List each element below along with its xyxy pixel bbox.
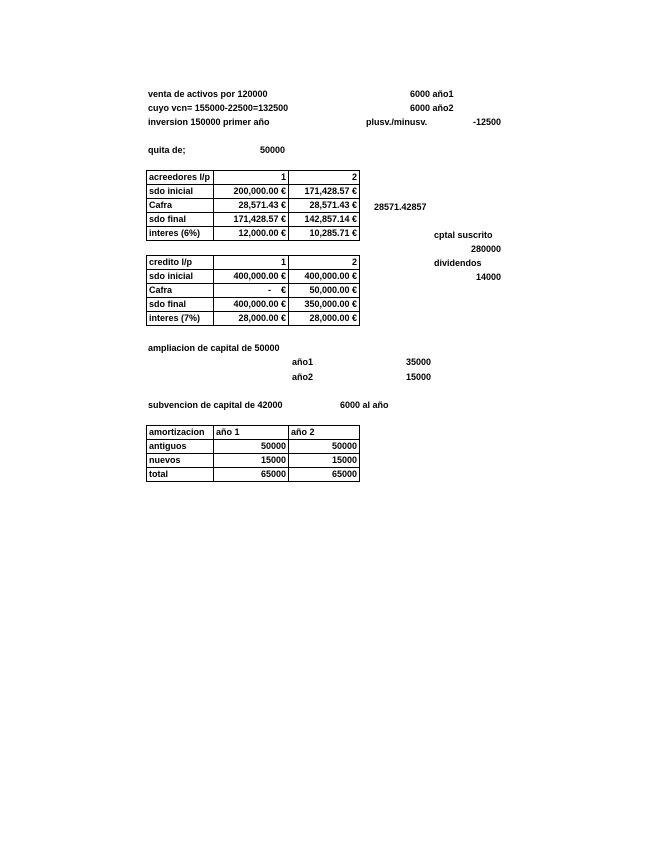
- note-amp-y1-value: 35000: [405, 357, 431, 367]
- table-cell: 2: [289, 256, 360, 270]
- amortizacion-table: [146, 425, 360, 482]
- note-ampliacion: ampliacion de capital de 50000: [148, 343, 280, 353]
- table-header-row: [147, 256, 360, 270]
- table-row: [147, 185, 360, 199]
- table-cell: 50000: [289, 440, 360, 454]
- table-cell: sdo inicial: [147, 270, 214, 284]
- table-cell: 142,857.14 €: [289, 213, 360, 227]
- table-cell: año 2: [289, 426, 360, 440]
- table-cell: 50,000.00 €: [289, 284, 360, 298]
- table-row: [147, 298, 360, 312]
- note-subvencion: subvencion de capital de 42000: [148, 400, 283, 410]
- table-cell: 10,285.71 €: [289, 227, 360, 241]
- table-cell: 12,000.00 €: [214, 227, 289, 241]
- table-cell: año 1: [214, 426, 289, 440]
- table-row: [147, 454, 360, 468]
- table-cell: 65000: [214, 468, 289, 482]
- note-dividendos-value: 14000: [475, 272, 501, 282]
- table-row: [147, 312, 360, 326]
- table-row: [147, 270, 360, 284]
- table-cell: 171,428.57 €: [289, 185, 360, 199]
- note-amp-y2-value: 15000: [405, 372, 431, 382]
- note-plusv-value: -12500: [472, 117, 501, 127]
- note-inversion: inversion 150000 primer año: [148, 117, 270, 127]
- table-cell: credito l/p: [147, 256, 214, 270]
- note-anio2-amount: 6000 año2: [410, 103, 454, 113]
- note-plusv-label: plusv./minusv.: [366, 117, 428, 127]
- table-cell: 50000: [214, 440, 289, 454]
- table-cell: 400,000.00 €: [214, 270, 289, 284]
- table-cell: interes (6%): [147, 227, 214, 241]
- note-quita-value: 50000: [260, 145, 286, 155]
- table-row: [147, 199, 360, 213]
- note-subvencion-value: 6000 al año: [340, 400, 389, 410]
- table-cell: sdo final: [147, 298, 214, 312]
- note-venta: venta de activos por 120000: [148, 89, 268, 99]
- table-cell: sdo inicial: [147, 185, 214, 199]
- table-cell: total: [147, 468, 214, 482]
- table-cell: 28,000.00 €: [214, 312, 289, 326]
- table-cell: 28,571.43 €: [289, 199, 360, 213]
- credito-table: [146, 255, 360, 326]
- table-cell: antiguos: [147, 440, 214, 454]
- note-vcn: cuyo vcn= 155000-22500=132500: [148, 103, 289, 113]
- note-cptal-label: cptal suscrito: [434, 230, 493, 240]
- table-cell: 28,000.00 €: [289, 312, 360, 326]
- table-cell: Cafra: [147, 199, 214, 213]
- table-row: [147, 227, 360, 241]
- note-dividendos-label: dividendos: [434, 258, 482, 268]
- table-row: [147, 440, 360, 454]
- note-anio1-amount: 6000 año1: [410, 89, 454, 99]
- note-cptal-value: 280000: [470, 244, 501, 254]
- note-amp-y1-label: año1: [292, 357, 314, 367]
- table-cell: 2: [289, 171, 360, 185]
- note-quita-label: quita de;: [148, 145, 186, 155]
- table-cell: 1: [214, 256, 289, 270]
- table-cell: interes (7%): [147, 312, 214, 326]
- table-header-row: [147, 171, 360, 185]
- table-cell: 200,000.00 €: [214, 185, 289, 199]
- acreedores-table: [146, 170, 360, 241]
- table-cell: 350,000.00 €: [289, 298, 360, 312]
- table-cell: 15000: [289, 454, 360, 468]
- table-cell: 15000: [214, 454, 289, 468]
- table-row: [147, 213, 360, 227]
- table-cell: amortizacion: [147, 426, 214, 440]
- table-header-row: [147, 426, 360, 440]
- table-cell: - €: [214, 284, 289, 298]
- table-cell: 1: [214, 171, 289, 185]
- table-cell: acreedores l/p: [147, 171, 214, 185]
- table-cell: 65000: [289, 468, 360, 482]
- note-amp-y2-label: año2: [292, 372, 314, 382]
- table-cell: 400,000.00 €: [214, 298, 289, 312]
- table-cell: Cafra: [147, 284, 214, 298]
- table-cell: 28,571.43 €: [214, 199, 289, 213]
- table-row: [147, 284, 360, 298]
- table-cell: sdo final: [147, 213, 214, 227]
- table-cell: 400,000.00 €: [289, 270, 360, 284]
- table-cell: 171,428.57 €: [214, 213, 289, 227]
- note-side-value: 28571.42857: [374, 202, 427, 212]
- table-row: [147, 468, 360, 482]
- table-cell: nuevos: [147, 454, 214, 468]
